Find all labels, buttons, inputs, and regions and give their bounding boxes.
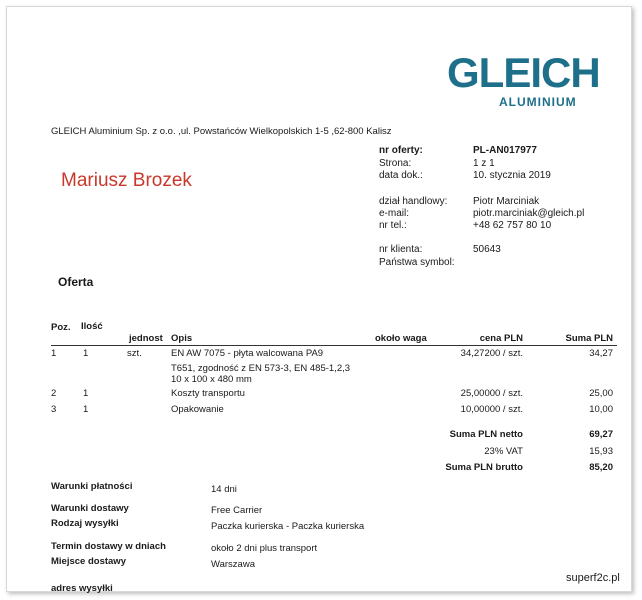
- row1-poz: 1: [51, 348, 57, 359]
- offer-number-label: nr oferty:: [379, 145, 423, 156]
- email-value[interactable]: piotr.marciniak@gleich.pl: [473, 208, 585, 219]
- logo-subtitle: ALUMINIUM: [499, 95, 577, 109]
- company-address: GLEICH Aluminium Sp. z o.o. ,ul. Powstańców Wielkopolskich 1-5 ,62-800 Kalisz: [51, 126, 392, 137]
- page-value: 1 z 1: [473, 158, 495, 169]
- row3-suma: 10,00: [589, 404, 613, 415]
- payment-terms-label: Warunki płatności: [51, 481, 133, 492]
- client-number-value: 50643: [473, 244, 501, 255]
- col-header-ilosc: Ilość: [81, 321, 103, 332]
- row1-jednost: szt.: [127, 348, 142, 359]
- row1-ilosc: 1: [83, 348, 89, 359]
- email-label: e-mail:: [379, 208, 410, 219]
- col-header-cena: cena PLN: [479, 333, 523, 344]
- shipping-type-label: Rodzaj wysyłki: [51, 518, 119, 529]
- row2-ilosc: 1: [83, 388, 89, 399]
- total-net-label: Suma PLN netto: [449, 429, 523, 440]
- row3-poz: 3: [51, 404, 57, 415]
- total-gross-value: 85,20: [589, 462, 613, 473]
- delivery-time-value: około 2 dni plus transport: [211, 543, 318, 554]
- row1-opis-line3: 10 x 100 x 480 mm: [171, 374, 252, 385]
- logo-wordmark: GLEICH: [447, 49, 600, 96]
- col-header-poz: Poz.: [51, 322, 71, 333]
- row3-ilosc: 1: [83, 404, 89, 415]
- payment-terms-value: 14 dni: [211, 484, 237, 495]
- client-number-label: nr klienta:: [379, 244, 423, 255]
- row1-opis: EN AW 7075 - płyta walcowana PA9: [171, 348, 324, 359]
- total-net-value: 69,27: [589, 429, 613, 440]
- page-label: Strona:: [379, 158, 412, 169]
- delivery-place-label: Miejsce dostawy: [51, 556, 126, 567]
- row3-cena: 10,00000 / szt.: [460, 404, 523, 415]
- delivery-terms-label: Warunki dostawy: [51, 503, 129, 514]
- sales-dept-value: Piotr Marciniak: [473, 196, 540, 207]
- row1-opis-line2: T651, zgodność z EN 573-3, EN 485-1,2,3: [171, 363, 351, 374]
- col-header-waga: około waga: [375, 333, 427, 344]
- row2-poz: 2: [51, 388, 57, 399]
- delivery-terms-value: Free Carrier: [211, 505, 263, 516]
- row2-cena: 25,00000 / szt.: [460, 388, 523, 399]
- delivery-time-label: Termin dostawy w dniach: [51, 541, 166, 552]
- your-symbol-label: Państwa symbol:: [379, 257, 455, 268]
- shipping-type-value: Paczka kurierska - Paczka kurierska: [211, 521, 365, 532]
- row3-opis: Opakowanie: [171, 404, 224, 415]
- doc-title: Oferta: [58, 275, 94, 289]
- row2-suma: 25,00: [589, 388, 613, 399]
- offer-number: PL-AN017977: [473, 145, 537, 156]
- shipping-address-label: adres wysyłki: [51, 583, 113, 594]
- phone-label: nr tel.:: [379, 220, 407, 231]
- row1-suma: 34,27: [589, 348, 613, 359]
- date-label: data dok.:: [379, 170, 423, 181]
- col-header-jednost: jednost: [129, 333, 163, 344]
- vat-label: 23% VAT: [484, 446, 523, 457]
- row1-cena: 34,27200 / szt.: [460, 348, 523, 359]
- document-page: [6, 6, 632, 592]
- delivery-place-value: Warszawa: [211, 559, 255, 570]
- total-gross-label: Suma PLN brutto: [445, 462, 523, 473]
- col-header-suma: Suma PLN: [565, 333, 613, 344]
- col-header-opis: Opis: [171, 333, 193, 344]
- gleich-logo: [447, 49, 600, 109]
- sales-dept-label: dział handlowy:: [379, 196, 448, 207]
- header-divider: [51, 345, 617, 346]
- client-name: Mariusz Brozek: [61, 170, 192, 191]
- vat-value: 15,93: [589, 446, 613, 457]
- watermark: superf2c.pl: [566, 572, 620, 584]
- phone-value: +48 62 757 80 10: [473, 220, 552, 231]
- row2-opis: Koszty transportu: [171, 388, 245, 399]
- date-value: 10. stycznia 2019: [473, 170, 551, 181]
